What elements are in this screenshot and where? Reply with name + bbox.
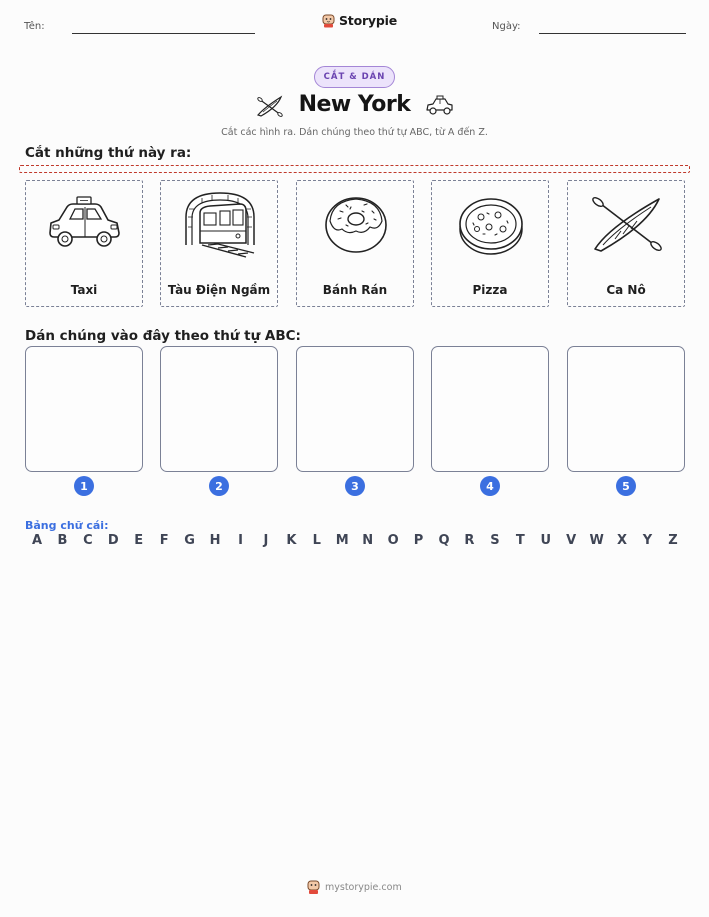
alphabet-letter: I [238,533,243,548]
paste-box-4[interactable] [431,346,549,472]
paste-section-heading: Dán chúng vào đây theo thứ tự ABC: [25,328,301,344]
cut-card-subway[interactable] [160,180,278,307]
alphabet-letter: B [57,533,68,548]
cut-card-taxi[interactable] [25,180,143,307]
alphabet-letter: A [31,533,43,548]
page-title: New York [298,92,411,117]
cut-card-canoe[interactable] [567,180,685,307]
alphabet-letter: C [83,533,93,548]
alphabet-letter: G [184,533,195,548]
alphabet-letter: W [589,533,604,548]
name-label: Tên: [24,21,45,32]
number-badge-3: 3 [345,476,365,496]
alphabet-heading: Bảng chữ cái: [25,519,109,532]
cut-card-label: Tàu Điện Ngầm [167,283,271,297]
paste-box-3[interactable] [296,346,414,472]
activity-tag: CẮT & DÁN [314,66,395,88]
number-badge-5: 5 [616,476,636,496]
alphabet-letter: D [107,533,119,548]
cut-card-label: Pizza [472,283,508,297]
alphabet-letter: R [464,533,475,548]
alphabet-letter: N [362,533,374,548]
taxi-icon [45,187,125,259]
cut-section-heading: Cắt những thứ này ra: [25,145,192,161]
date-field[interactable] [539,33,686,34]
canoe-icon [587,187,667,259]
number-badge-1: 1 [74,476,94,496]
pizza-icon [451,187,531,259]
alphabet-letter: F [159,533,169,548]
subway-train-icon [180,187,260,259]
cut-card-label: Ca Nô [606,283,646,297]
alphabet-letter: Q [438,533,450,548]
number-badge-2: 2 [209,476,229,496]
alphabet-letter: U [540,533,552,548]
number-badge-4: 4 [480,476,500,496]
taxi-icon [424,93,454,119]
alphabet-letter: T [515,533,525,548]
storypie-logo-icon [322,14,335,28]
name-field[interactable] [72,33,255,34]
alphabet-letter: J [263,533,269,548]
alphabet-letter: O [387,533,399,548]
cut-line [19,165,690,173]
alphabet-letter: P [413,533,424,548]
alphabet-letter: M [335,533,349,548]
paste-box-1[interactable] [25,346,143,472]
instructions: Cắt các hình ra. Dán chúng theo thứ tự ABC, từ A đến Z. [221,127,488,138]
cut-card-pizza[interactable] [431,180,549,307]
alphabet-letter: Y [642,533,653,548]
brand [322,13,397,28]
alphabet-letter: L [312,533,321,548]
footer [307,880,402,895]
paste-box-2[interactable] [160,346,278,472]
cut-card-label: Taxi [70,283,98,297]
alphabet-letter: V [566,533,577,548]
alphabet-letter: E [134,533,144,548]
brand-name: Storypie [339,13,397,28]
date-label: Ngày: [492,21,521,32]
alphabet-letter: S [490,533,500,548]
alphabet-row [25,533,685,548]
cut-card-label: Bánh Rán [322,283,388,297]
footer-url[interactable]: mystorypie.com [325,882,402,893]
alphabet-letter: Z [668,533,678,548]
alphabet-letter: H [209,533,221,548]
donut-icon [316,187,396,259]
cut-card-donut[interactable] [296,180,414,307]
paste-box-5[interactable] [567,346,685,472]
alphabet-letter: X [617,533,628,548]
storypie-logo-icon [307,880,320,895]
alphabet-letter: K [286,533,297,548]
